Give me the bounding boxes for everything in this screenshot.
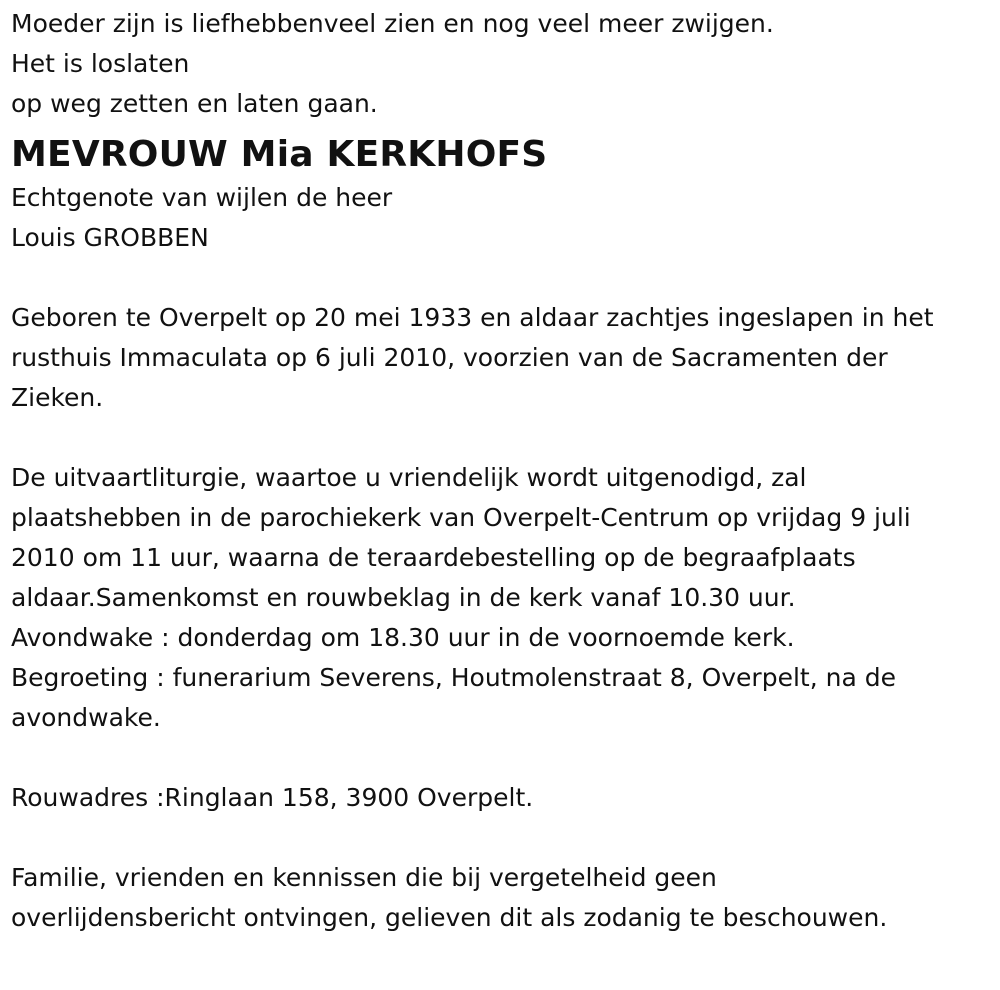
paragraph-line: 2010 om 11 uur, waarna de teraardebestelling op de begraafplaats bbox=[11, 543, 856, 572]
notice-paragraph bbox=[11, 858, 991, 938]
paragraph-line: Zieken. bbox=[11, 383, 104, 412]
paragraph-line: Geboren te Overpelt op 20 mei 1933 en aldaar zachtjes ingeslapen in het bbox=[11, 303, 934, 332]
spacer bbox=[11, 818, 991, 858]
obituary-notice bbox=[11, 4, 991, 938]
paragraph-line: plaatshebben in de parochiekerk van Overpelt-Centrum op vrijdag 9 juli bbox=[11, 503, 911, 532]
paragraph-line: Familie, vrienden en kennissen die bij vergetelheid geen bbox=[11, 863, 717, 892]
poem-line: Het is loslaten bbox=[11, 49, 190, 78]
spacer bbox=[11, 418, 991, 458]
relation bbox=[11, 178, 991, 258]
poem-line: Moeder zijn is liefhebbenveel zien en nog veel meer zwijgen. bbox=[11, 9, 774, 38]
paragraph-line: aldaar.Samenkomst en rouwbeklag in de kerk vanaf 10.30 uur. bbox=[11, 583, 796, 612]
deceased-name: MEVROUW Mia KERKHOFS bbox=[11, 134, 548, 175]
poem bbox=[11, 4, 991, 124]
address-paragraph bbox=[11, 778, 991, 818]
paragraph-line: Avondwake : donderdag om 18.30 uur in de voornoemde kerk. bbox=[11, 623, 795, 652]
relation-line: Echtgenote van wijlen de heer bbox=[11, 183, 393, 212]
paragraph-line: Begroeting : funerarium Severens, Houtmolenstraat 8, Overpelt, na de bbox=[11, 663, 896, 692]
relation-line: Louis GROBBEN bbox=[11, 223, 209, 252]
paragraph-line: avondwake. bbox=[11, 703, 161, 732]
address-line: Rouwadres :Ringlaan 158, 3900 Overpelt. bbox=[11, 783, 534, 812]
spacer bbox=[11, 738, 991, 778]
paragraph-line: overlijdensbericht ontvingen, gelieven dit als zodanig te beschouwen. bbox=[11, 903, 888, 932]
birth-death-paragraph bbox=[11, 298, 991, 418]
funeral-paragraph bbox=[11, 458, 991, 738]
spacer bbox=[11, 258, 991, 298]
paragraph-line: De uitvaartliturgie, waartoe u vriendelijk wordt uitgenodigd, zal bbox=[11, 463, 807, 492]
paragraph-line: rusthuis Immaculata op 6 juli 2010, voorzien van de Sacramenten der bbox=[11, 343, 888, 372]
poem-line: op weg zetten en laten gaan. bbox=[11, 89, 378, 118]
